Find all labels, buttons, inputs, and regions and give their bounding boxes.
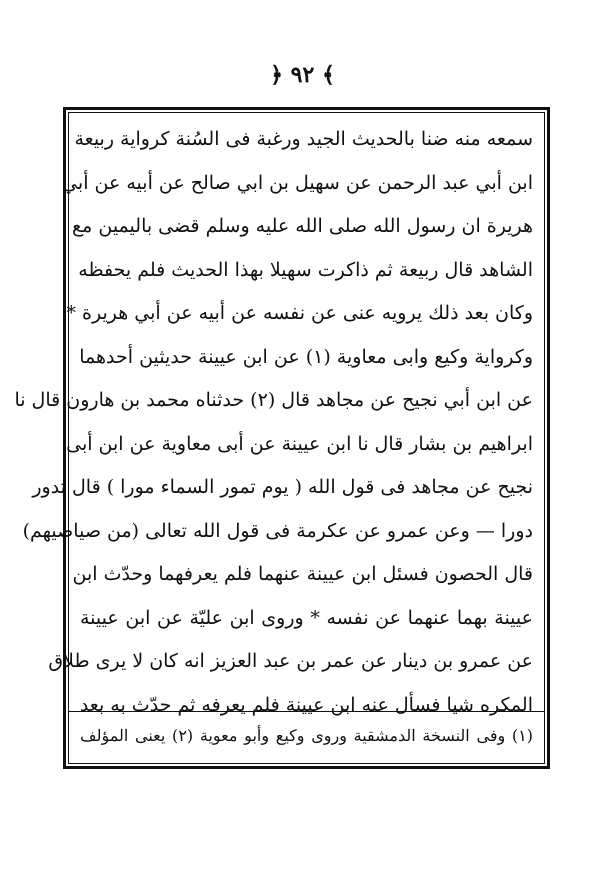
footnote-separator — [68, 711, 545, 712]
text-line: ابن أبي عبد الرحمن عن سهيل بن ابي صالح عن أبيه عن أبي — [62, 171, 533, 194]
text-line: الشاهد قال ربيعة ثم ذاكرت سهيلا بهذا الحديث فلم يحفظه — [78, 258, 533, 281]
page-number: ﴿ ٩٢ ﴾ — [270, 62, 335, 88]
text-line: قال الحصون فسئل ابن عيينة عنهما فلم يعرفهما وحدّث ابن — [72, 563, 533, 585]
text-line: عن ابن أبي نجيح عن مجاهد قال (٢) حدثناه محمد بن هارون قال نا — [14, 389, 533, 411]
text-line: عن عمرو بن دينار عن عمر بن عبد العزيز انه كان لا يرى طلاق — [48, 650, 533, 672]
text-line: وكان بعد ذلك يرويه عنى عن نفسه عن أبيه عن أبي هريرة * — [66, 302, 533, 324]
body-text — [14, 118, 533, 727]
text-line: ابراهيم بن بشار قال نا ابن عيينة عن أبى معاوية عن ابن أبى — [66, 432, 533, 455]
footnote: (١) وفى النسخة الدمشقية وروى وكيع وأبو معوية (٢) يعنى المؤلف — [80, 726, 534, 745]
text-line: وكرواية وكيع وابى معاوية (١) عن ابن عيينة حديثين أحدهما — [79, 345, 533, 368]
text-line: دورا — وعن عمرو عن عكرمة فى قول الله تعالى (من صياصيهم) — [22, 519, 533, 542]
text-line: عيينة بهما عنهما عن نفسه * وروى ابن عليّة عن ابن عيينة — [80, 606, 533, 629]
text-line: المكره شيا فسأل عنه ابن عيينة فلم يعرفه ثم حدّث به بعد — [79, 693, 533, 716]
text-line: هريرة ان رسول الله صلى الله عليه وسلم قضى باليمين مع — [72, 215, 533, 237]
text-line: سمعه منه ضنا بالحديث الجيد ورغبة فى السُنة كرواية ربيعة — [74, 128, 533, 150]
text-line: نجيح عن مجاهد فى قول الله ( يوم تمور السماء مورا ) قال تدور — [32, 476, 533, 498]
